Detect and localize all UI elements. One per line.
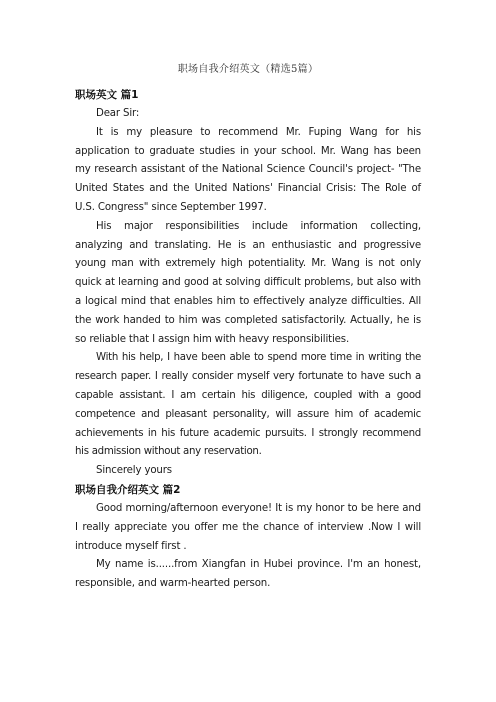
document-body [75, 86, 421, 594]
section2-paragraph-1: Good morning/afternoon everyone! It is my honor to be here and I really appreciate you offer me the chance of interview .Now I will introduce myself first . [75, 502, 421, 552]
section1-heading: 职场英文 篇1 [75, 89, 139, 101]
letter-salutation: Dear Sir: [96, 108, 140, 119]
section1-paragraph-3: With his help, I have been able to spend more time in writing the research paper. I really consider myself very fortunate to have such a capable assistant. I am certain his diligence, coupled with a good competence and pleasant personality, will assure him of academic achievements in his future academic pursuits. I strongly recommend his admission without any reservation. [75, 352, 421, 458]
section2-heading: 职场自我介绍英文 篇2 [75, 483, 181, 496]
section1-paragraph-2: His major responsibilities include information collecting, analyzing and translating. He is an enthusiastic and progressive young man with extremely high potentiality. Mr. Wang is not only quick at learning and good at solving difficult problems, but also with a logical mind that enables him to effectively analyze difficulties. All the work handed to him was completed satisfactorily. Actually, he is so reliable that I assign him with heavy responsibilities. [75, 220, 421, 345]
document-title: 职场自我介绍英文（精选5篇） [177, 64, 319, 75]
letter-closing: Sincerely yours [96, 465, 172, 477]
section2-paragraph-2: My name is......from Xiangfan in Hubei province. I'm an honest, responsible, and warm-hearted person. [75, 559, 421, 590]
section1-paragraph-1: It is my pleasure to recommend Mr. Fuping Wang for his application to graduate studies in your school. Mr. Wang has been my research assistant of the National Science Council's project- "The United States and the United Nations' Financial Crisis: The Role of U.S. Congress" since September 1997. [75, 126, 421, 213]
